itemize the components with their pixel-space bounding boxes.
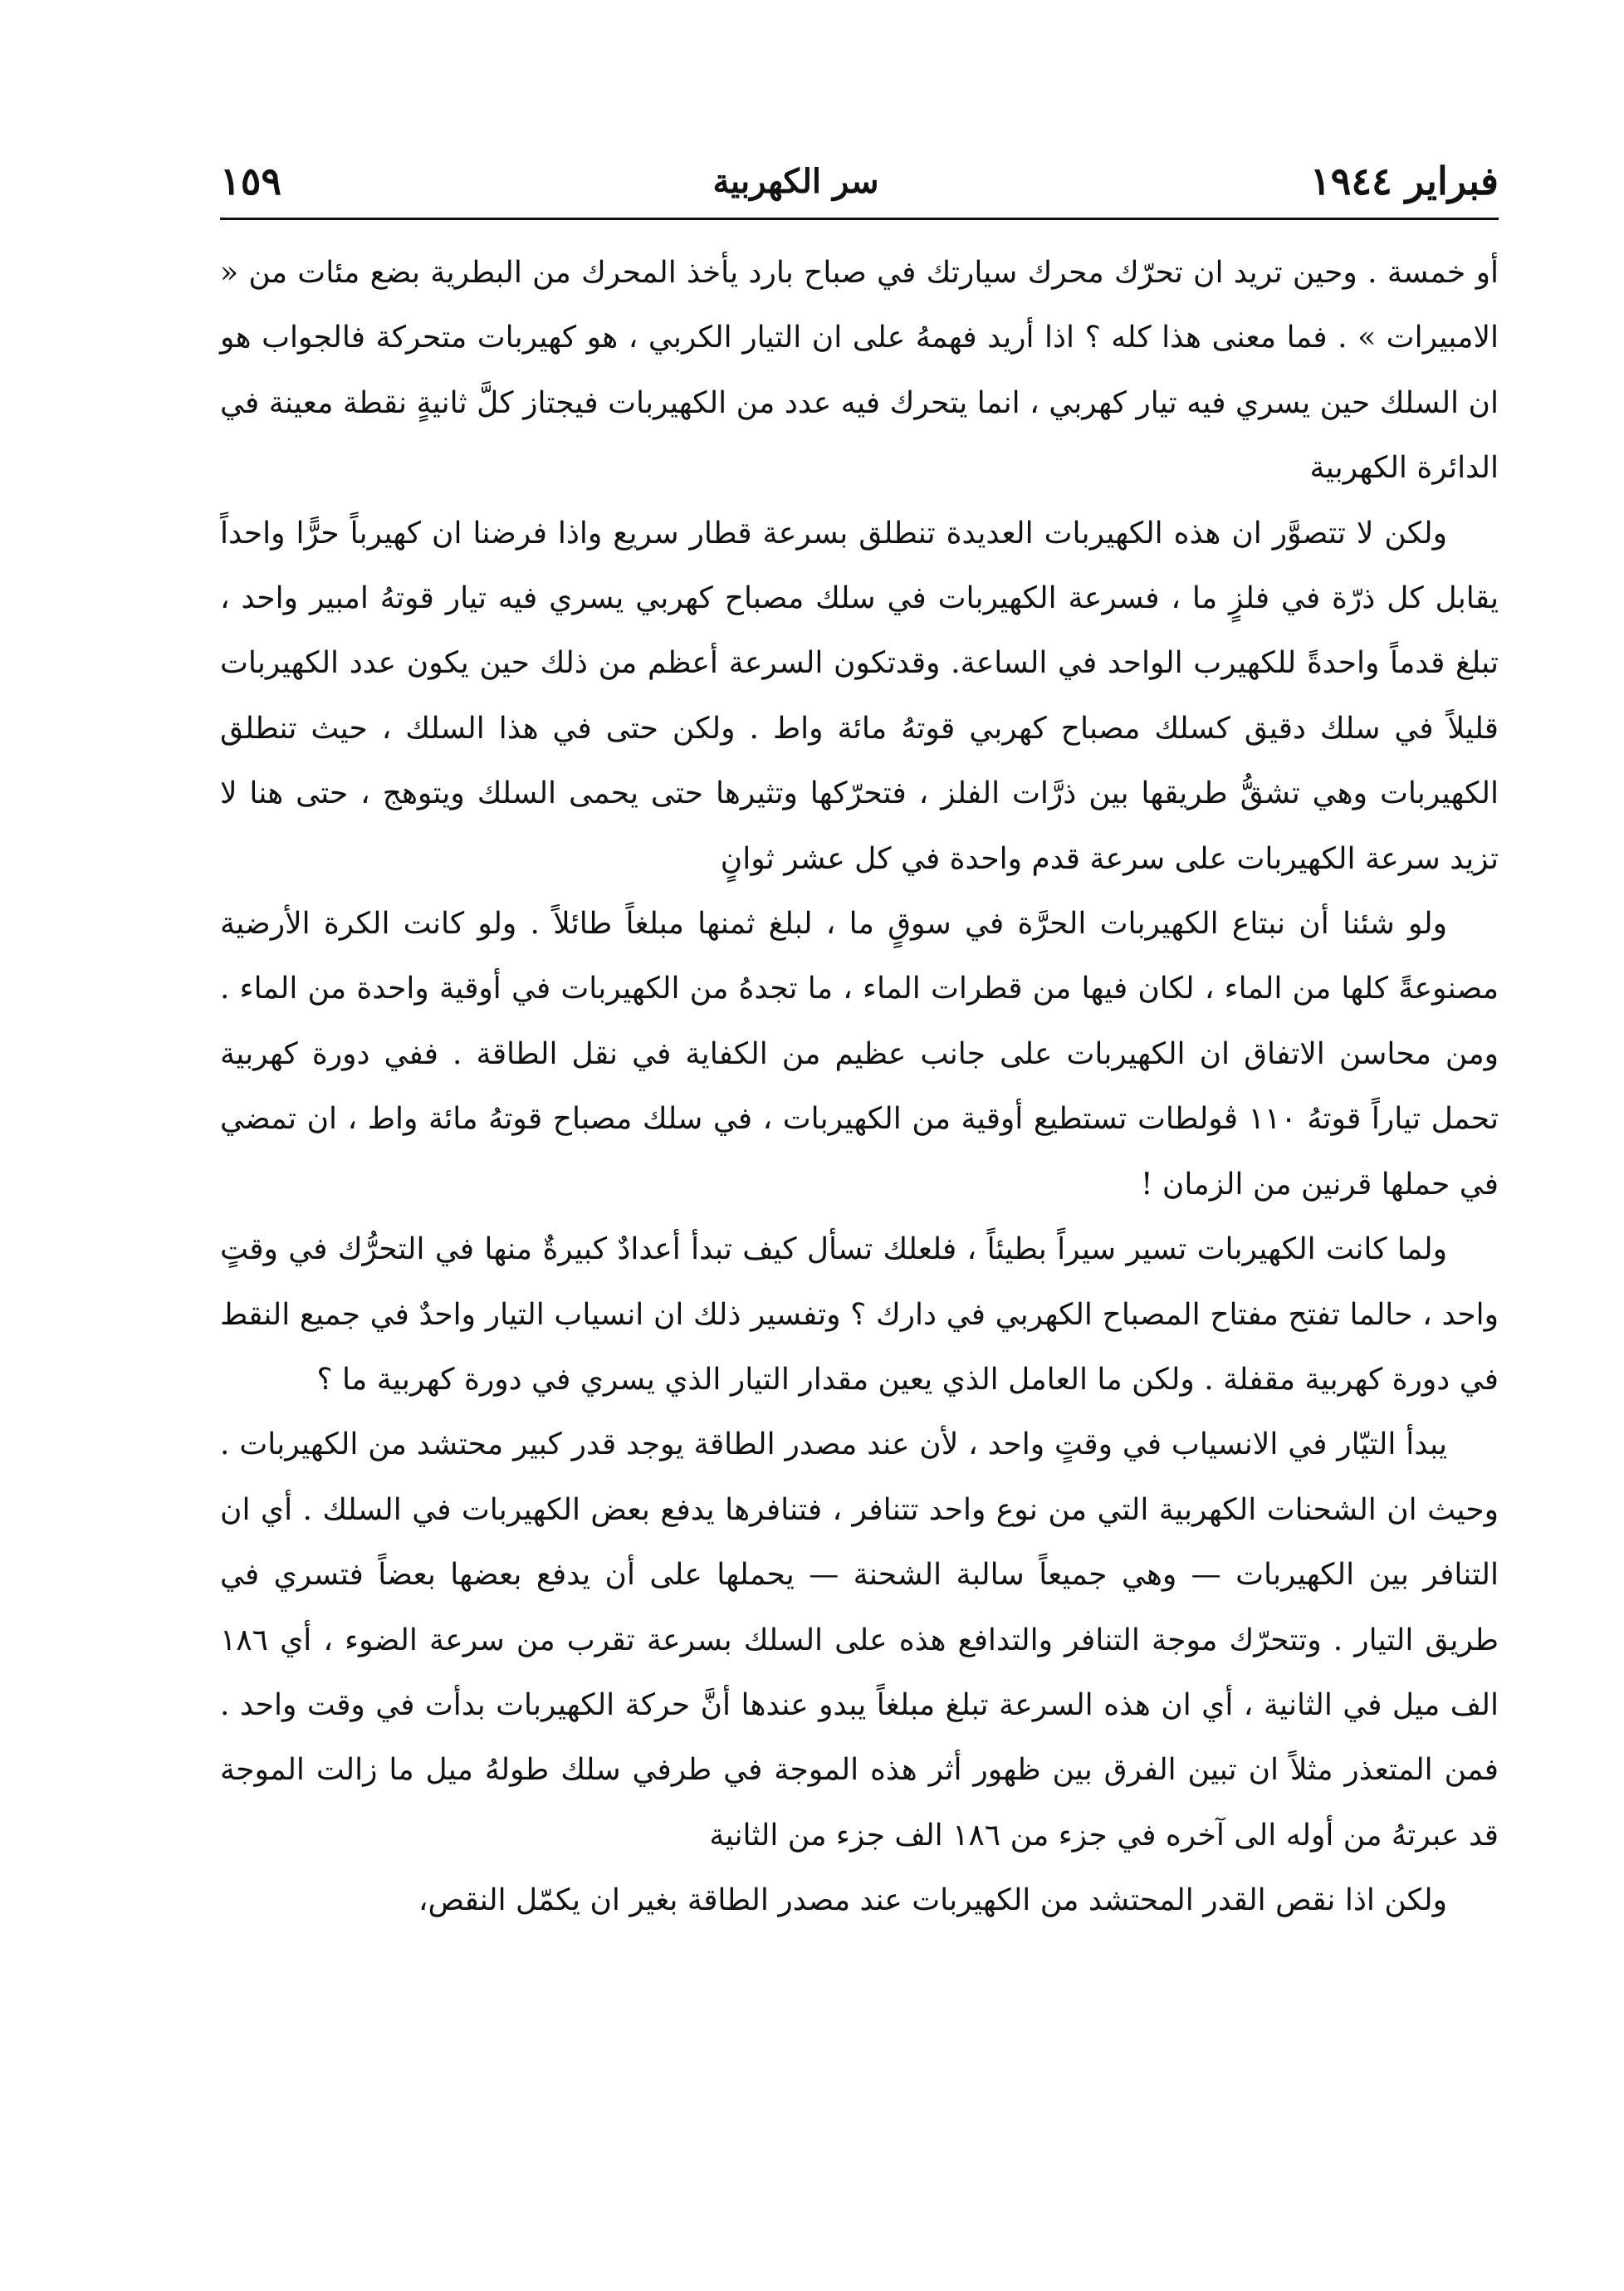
page-header <box>220 151 1499 211</box>
paragraph: يبدأ التيّار في الانسياب في وقتٍ واحد ، لأن عند مصدر الطاقة يوجد قدر كبير محتشد من الكهيربات . وحيث ان الشحنات الكهربية التي من نوع واحد تتنافر ، فتنافرها يدفع بعض الكهيربات في السلك . أي ان التنافر بين الكهيربات — وهي جميعاً سالبة الشحنة — يحملها على أن يدفع بعضها بعضاً فتسري في طريق التيار . وتتحرّك موجة التنافر والتدافع هذه على السلك بسرعة تقرب من سرعة الضوء ، أي ١٨٦ الف ميل في الثانية ، أي ان هذه السرعة تبلغ مبلغاً يبدو عندها أنَّ حركة الكهيربات بدأت في وقت واحد . فمن المتعذر مثلاً ان تبين الفرق بين ظهور أثر هذه الموجة في طرفي سلك طولهُ ميل ما زالت الموجة قد عبرتهُ من أوله الى آخره في جزء من ١٨٦ الف جزء من الثانية <box>220 1427 1499 1853</box>
paragraph: ولكن لا تتصوَّر ان هذه الكهيربات العديدة تنطلق بسرعة قطار سريع واذا فرضنا ان كهيرباً حرًّا واحداً يقابل كل ذرّة في فلزٍ ما ، فسرعة الكهيربات في سلك مصباح كهربي يسري فيه تيار قوتهُ امبير واحد ، تبلغ قدماً واحدةً للكهيرب الواحد في الساعة. وقدتكون السرعة أعظم من ذلك حين يكون عدد الكهيربات قليلاً في سلك دقيق كسلك مصباح كهربي قوتهُ مائة واط . ولكن حتى في هذا السلك ، حيث تنطلق الكهيربات وهي تشقُّ طريقها بين ذرَّات الفلز ، فتحرّكها وتثيرها حتى يحمى السلك ويتوهج ، حتى هنا لا تزيد سرعة الكهيربات على سرعة قدم واحدة في كل عشر ثوانٍ <box>220 516 1499 876</box>
paragraph: ولو شئنا أن نبتاع الكهيربات الحرَّة في سوقٍ ما ، لبلغ ثمنها مبلغاً طائلاً . ولو كانت الكرة الأرضية مصنوعةً كلها من الماء ، لكان فيها من قطرات الماء ، ما تجدهُ من الكهيربات في أوقية واحدة من الماء . ومن محاسن الاتفاق ان الكهيربات على جانب عظيم من الكفاية في نقل الطاقة . ففي دورة كهربية تحمل تياراً قوتهُ ١١٠ ڤولطات تستطيع أوقية من الكهيربات ، في سلك مصباح قوتهُ مائة واط ، ان تمضي في حملها قرنين من الزمان ! <box>220 907 1499 1202</box>
paragraph: ولكن اذا نقص القدر المحتشد من الكهيربات عند مصدر الطاقة بغير ان يكمّل النقص، <box>418 1883 1447 1918</box>
page-number: ١٥٩ <box>220 159 282 203</box>
paragraph: أو خمسة . وحين تريد ان تحرّك محرك سيارتك في صباح بارد يأخذ المحرك من البطرية بضع مئات من « الامبيرات » . فما معنى هذا كله ؟ اذا أريد فهمهُ على ان التيار الكربي ، هو كهيربات متحركة فالجواب هو ان السلك حين يسري فيه تيار كهربي ، انما يتحرك فيه عدد من الكهيربات فيجتاز كلَّ ثانيةٍ نقطة معينة في الدائرة الكهربية <box>220 256 1499 486</box>
header-rule <box>220 218 1499 220</box>
article-body <box>220 241 1499 1934</box>
paragraph: ولما كانت الكهيربات تسير سيراً بطيئاً ، فلعلك تسأل كيف تبدأ أعدادٌ كبيرةٌ منها في التحرُّك في وقتٍ واحد ، حالما تفتح مفتاح المصباح الكهربي في دارك ؟ وتفسير ذلك ان انسياب التيار واحدٌ في جميع النقط في دورة كهربية مقفلة . ولكن ما العامل الذي يعين مقدار التيار الذي يسري في دورة كهربية ما ؟ <box>220 1232 1499 1397</box>
header-date: فبراير ١٩٤٤ <box>1309 159 1499 203</box>
running-title: سر الكهربية <box>712 161 879 201</box>
